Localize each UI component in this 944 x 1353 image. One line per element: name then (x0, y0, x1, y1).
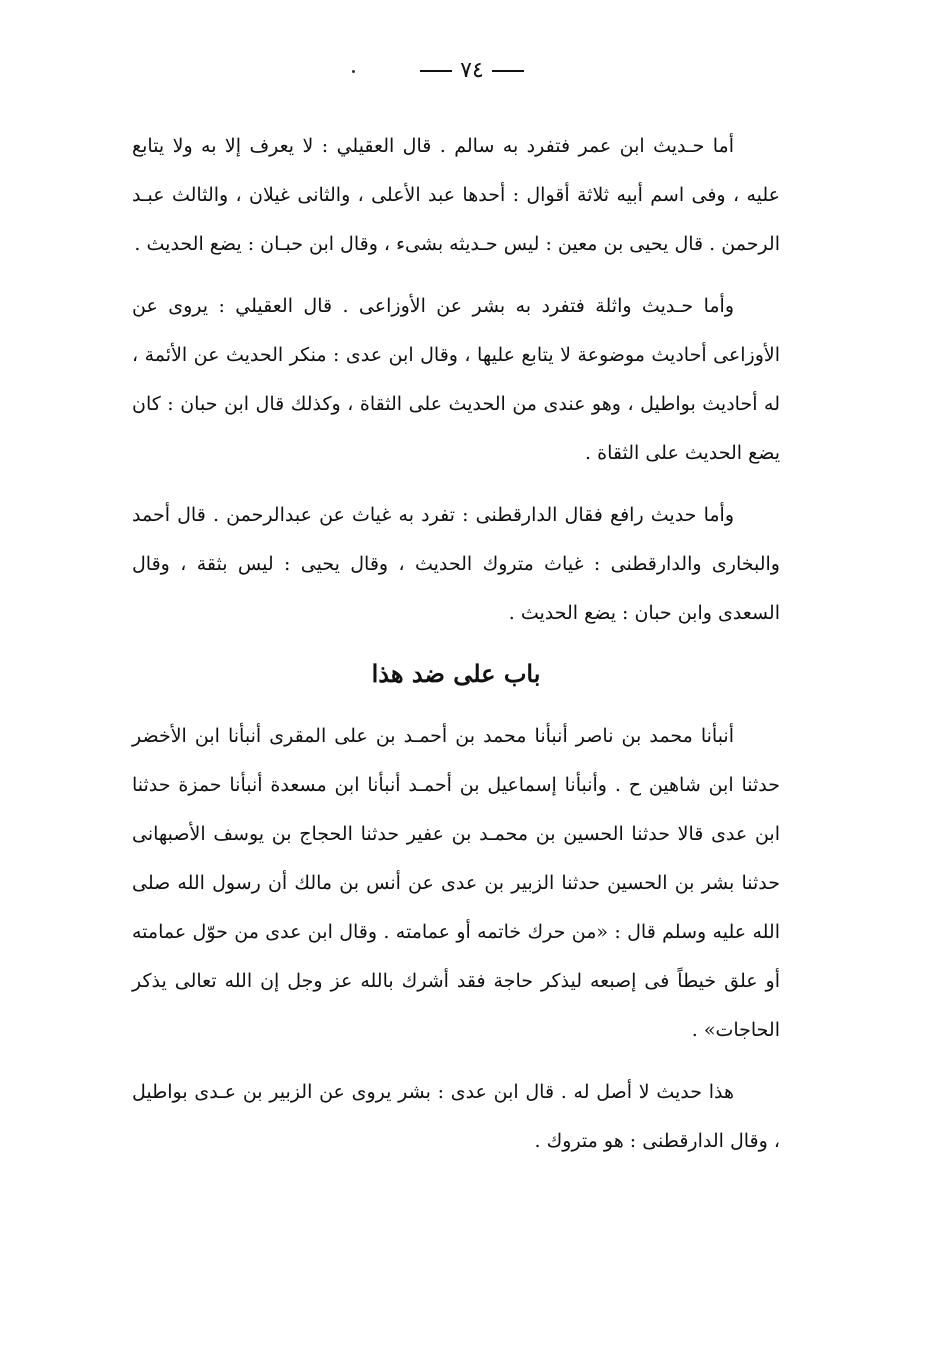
paragraph-verdict: هذا حديث لا أصل له . قال ابن عدى : بشر يروى عن الزبير بن عـدى بواطيل ، وقال الدارقطنى : هو متروك . (132, 1081, 780, 1152)
section-heading: باب على ضد هذا (371, 659, 541, 688)
page-number: ٧٤ (460, 58, 484, 83)
paragraph-rafi: وأما حديث رافع فقال الدارقطنى : تفرد به غياث عن عبدالرحمن . قال أحمد والبخارى والدارقطنى : غياث متروك الحديث ، وقال يحيى : ليس بثقة ، وقال السعدى وابن حبان : يضع الحديث . (132, 504, 780, 624)
paragraph-ibn-umar: أما حـديث ابن عمر فتفرد به سالم . قال العقيلي : لا يعرف إلا به ولا يتابع عليه ، وفى اسم أبيه ثلاثة أقوال : أحدها عبد الأعلى ، والثانى غيلان ، والثالث عبـد الرحمن . قال يحيى بن معين : ليس حـديثه بشىء ، وقال ابن حبـان : يضع الحديث . (132, 135, 780, 255)
ink-speck (352, 70, 355, 73)
header-dash-right (492, 70, 524, 72)
paragraph-wathila: وأما حـديث واثلة فتفرد به بشر عن الأوزاعى . قال العقيلي : يروى عن الأوزاعى أحاديث موضوعة لا يتابع عليها ، وقال ابن عدى : منكر الحديث عن الأئمة ، له أحاديث بواطيل ، وهو عندى من الحديث على الثقاة ، وكذلك قال ابن حبان : كان يضع الحديث على الثقاة . (132, 295, 780, 464)
page-header (0, 58, 944, 83)
paragraph-isnad: أنبأنا محمد بن ناصر أنبأنا محمد بن أحمـد بن على المقرى أنبأنا ابن الأخضر حدثنا ابن شاهين ح . وأنبأنا إسماعيل بن أحمـد أنبأنا ابن مسعدة أنبأنا حمزة حدثنا ابن عدى قالا حدثنا الحسين بن محمـد بن عفير حدثنا الحجاج بن يوسف الأصبهانى حدثنا بشر بن الحسين حدثنا الزبير بن عدى عن أنس بن مالك أن رسول الله صلى الله عليه وسلم قال : «من حرك خاتمه أو عمامته . وقال ابن عدى من حوّل عمامته أو علق خيطاً فى إصبعه ليذكر حاجة فقد أشرك بالله عز وجل إن الله تعالى يذكر الحاجات» . (132, 725, 781, 1041)
header-dash-left (420, 70, 452, 72)
page-body (132, 122, 780, 1179)
